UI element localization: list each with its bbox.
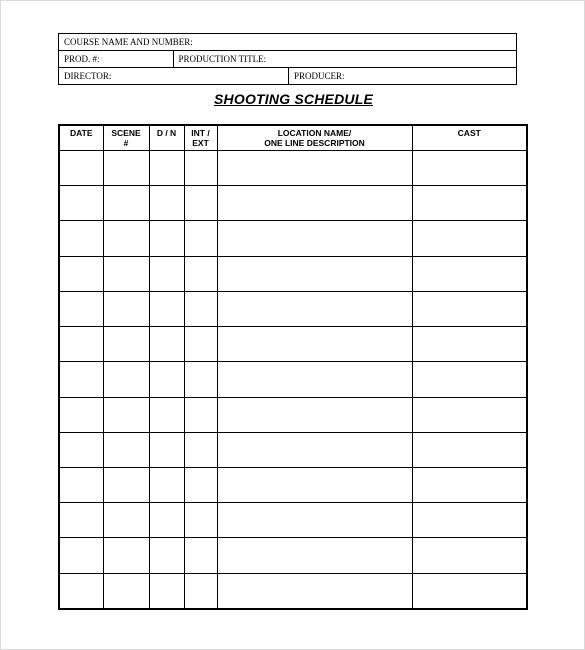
day-night-cell[interactable] <box>149 538 184 573</box>
table-row <box>59 432 527 467</box>
date-cell[interactable] <box>59 151 103 186</box>
cast-cell[interactable] <box>412 397 527 432</box>
cast-cell[interactable] <box>412 221 527 256</box>
table-row <box>59 362 527 397</box>
int-ext-cell[interactable] <box>184 256 217 291</box>
location-cell[interactable] <box>217 573 412 609</box>
cast-cell[interactable] <box>412 291 527 326</box>
int-ext-cell[interactable] <box>184 362 217 397</box>
location-cell[interactable] <box>217 291 412 326</box>
day-night-cell[interactable] <box>149 397 184 432</box>
date-cell[interactable] <box>59 467 103 502</box>
table-row <box>59 397 527 432</box>
column-header-cast: CAST <box>412 125 527 151</box>
director-label: DIRECTOR: <box>64 71 112 81</box>
location-cell[interactable] <box>217 256 412 291</box>
course-name-field[interactable] <box>59 34 517 51</box>
day-night-cell[interactable] <box>149 503 184 538</box>
location-cell[interactable] <box>217 538 412 573</box>
producer-label: PRODUCER: <box>294 71 345 81</box>
production-info-table <box>58 33 517 85</box>
date-cell[interactable] <box>59 538 103 573</box>
location-cell[interactable] <box>217 186 412 221</box>
scene-cell[interactable] <box>103 432 149 467</box>
int-ext-cell[interactable] <box>184 186 217 221</box>
day-night-cell[interactable] <box>149 362 184 397</box>
column-header-day-night: D / N <box>149 125 184 151</box>
production-title-field[interactable] <box>173 51 517 68</box>
column-header-location: LOCATION NAME/ ONE LINE DESCRIPTION <box>217 125 412 151</box>
table-row <box>59 327 527 362</box>
date-cell[interactable] <box>59 186 103 221</box>
prod-number-label: PROD. #: <box>64 54 100 64</box>
day-night-cell[interactable] <box>149 432 184 467</box>
column-header-date: DATE <box>59 125 103 151</box>
location-cell[interactable] <box>217 397 412 432</box>
shooting-schedule-table <box>58 124 528 610</box>
page-title: SHOOTING SCHEDULE <box>214 91 373 107</box>
scene-cell[interactable] <box>103 256 149 291</box>
int-ext-cell[interactable] <box>184 538 217 573</box>
date-cell[interactable] <box>59 291 103 326</box>
cast-cell[interactable] <box>412 256 527 291</box>
cast-cell[interactable] <box>412 432 527 467</box>
table-row <box>59 151 527 186</box>
int-ext-cell[interactable] <box>184 467 217 502</box>
scene-cell[interactable] <box>103 291 149 326</box>
info-row-director <box>59 68 517 85</box>
location-cell[interactable] <box>217 432 412 467</box>
cast-cell[interactable] <box>412 538 527 573</box>
day-night-cell[interactable] <box>149 291 184 326</box>
scene-cell[interactable] <box>103 221 149 256</box>
date-cell[interactable] <box>59 221 103 256</box>
table-row <box>59 256 527 291</box>
cast-cell[interactable] <box>412 151 527 186</box>
int-ext-cell[interactable] <box>184 503 217 538</box>
date-cell[interactable] <box>59 397 103 432</box>
date-cell[interactable] <box>59 256 103 291</box>
location-cell[interactable] <box>217 151 412 186</box>
day-night-cell[interactable] <box>149 327 184 362</box>
int-ext-cell[interactable] <box>184 151 217 186</box>
info-row-prod <box>59 51 517 68</box>
int-ext-cell[interactable] <box>184 221 217 256</box>
table-row <box>59 467 527 502</box>
day-night-cell[interactable] <box>149 573 184 609</box>
day-night-cell[interactable] <box>149 256 184 291</box>
scene-cell[interactable] <box>103 503 149 538</box>
table-row <box>59 503 527 538</box>
date-cell[interactable] <box>59 503 103 538</box>
scene-cell[interactable] <box>103 538 149 573</box>
column-header-scene: SCENE # <box>103 125 149 151</box>
production-title-label: PRODUCTION TITLE: <box>178 54 267 64</box>
info-row-course <box>59 34 517 51</box>
prod-number-field[interactable] <box>59 51 174 68</box>
table-row <box>59 573 527 609</box>
cast-cell[interactable] <box>412 503 527 538</box>
director-field[interactable] <box>59 68 289 85</box>
location-cell[interactable] <box>217 467 412 502</box>
producer-field[interactable] <box>289 68 517 85</box>
scene-cell[interactable] <box>103 573 149 609</box>
int-ext-cell[interactable] <box>184 397 217 432</box>
int-ext-cell[interactable] <box>184 327 217 362</box>
course-name-label: COURSE NAME AND NUMBER: <box>64 37 193 47</box>
location-cell[interactable] <box>217 327 412 362</box>
cast-cell[interactable] <box>412 327 527 362</box>
schedule-body <box>59 151 527 610</box>
scene-cell[interactable] <box>103 186 149 221</box>
int-ext-cell[interactable] <box>184 573 217 609</box>
scene-cell[interactable] <box>103 397 149 432</box>
location-cell[interactable] <box>217 503 412 538</box>
location-cell[interactable] <box>217 362 412 397</box>
scene-cell[interactable] <box>103 151 149 186</box>
date-cell[interactable] <box>59 432 103 467</box>
cast-cell[interactable] <box>412 362 527 397</box>
day-night-cell[interactable] <box>149 221 184 256</box>
header-row <box>59 125 527 151</box>
int-ext-cell[interactable] <box>184 291 217 326</box>
date-cell[interactable] <box>59 573 103 609</box>
location-cell[interactable] <box>217 221 412 256</box>
table-row <box>59 186 527 221</box>
column-header-int-ext: INT / EXT <box>184 125 217 151</box>
scene-cell[interactable] <box>103 362 149 397</box>
table-row <box>59 538 527 573</box>
date-cell[interactable] <box>59 327 103 362</box>
table-row <box>59 291 527 326</box>
scene-cell[interactable] <box>103 327 149 362</box>
cast-cell[interactable] <box>412 186 527 221</box>
day-night-cell[interactable] <box>149 186 184 221</box>
day-night-cell[interactable] <box>149 151 184 186</box>
table-row <box>59 221 527 256</box>
cast-cell[interactable] <box>412 573 527 609</box>
cast-cell[interactable] <box>412 467 527 502</box>
int-ext-cell[interactable] <box>184 432 217 467</box>
date-cell[interactable] <box>59 362 103 397</box>
scene-cell[interactable] <box>103 467 149 502</box>
day-night-cell[interactable] <box>149 467 184 502</box>
